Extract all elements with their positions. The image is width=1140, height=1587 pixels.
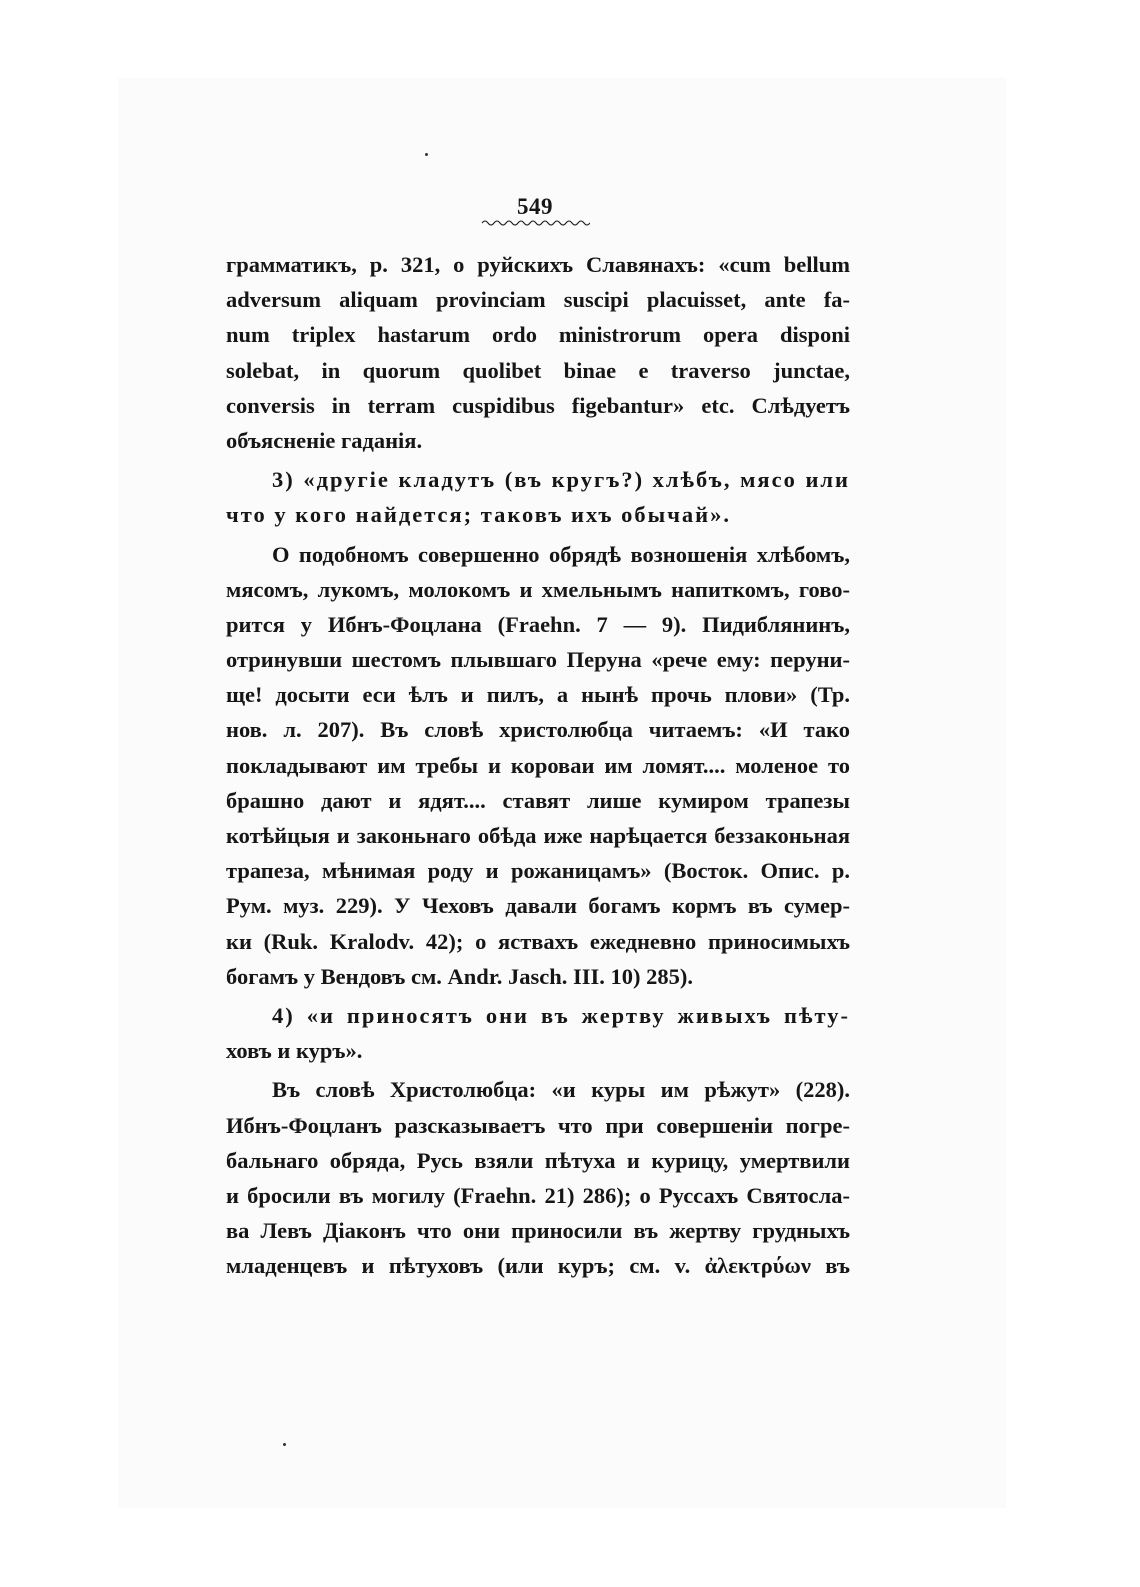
text-line: num triplex hastarum ordo ministrorum opera disponi — [226, 322, 850, 348]
body-text — [226, 247, 850, 1283]
text-line: что у кого найдется; таковъ ихъ обычай». — [226, 502, 732, 528]
text-line: 3) «другіе кладутъ (въ кругъ?) хлѣбъ, мясо или — [272, 467, 850, 493]
text-line: adversum aliquam provinciam suscipi placuisset, ante fa- — [226, 287, 850, 313]
text-line: и бросили въ могилу (Fraehn. 21) 286); о Руссахъ Святосла- — [226, 1182, 850, 1208]
text-line: Ибнъ-Фоцланъ разсказываетъ что при совершеніи погре- — [226, 1112, 850, 1138]
text-line: нов. л. 207). Въ словѣ христолюбца читаемъ: «И тако — [226, 717, 850, 743]
text-line: ва Левъ Діаконъ что они приносили въ жертву грудныхъ — [226, 1218, 850, 1244]
text-line: грамматикъ, p. 321, о руйскихъ Славянахъ: «cum bellum — [226, 252, 850, 277]
text-line: бальнаго обряда, Русь взяли пѣтуха и курицу, умертвили — [226, 1147, 850, 1173]
text-line: 4) «и приносятъ они въ жертву живыхъ пѣту- — [272, 1002, 850, 1028]
text-line: трапеза, мѣнимая роду и рожаницамъ» (Восток. Опис. р. — [226, 858, 850, 884]
text-line: О подобномъ совершенно обрядѣ возношенія хлѣбомъ, — [272, 541, 850, 567]
text-line: отринувши шестомъ плывшаго Перуна «рече ему: перуни- — [226, 647, 850, 673]
text-line: Рум. муз. 229). У Чеховъ давали богамъ кормъ въ сумер- — [226, 893, 850, 919]
speck-top — [425, 153, 428, 156]
text-line: мясомъ, лукомъ, молокомъ и хмельнымъ напиткомъ, гово- — [226, 576, 850, 602]
text-line: conversis in terram cuspidibus figebantur» etc. Слѣдуетъ — [226, 392, 850, 418]
text-line: Въ словѣ Христолюбца: «и куры им рѣжут» (228). — [272, 1077, 850, 1103]
text-line: рится у Ибнъ-Фоцлана (Fraehn. 7 — 9). Пидиблянинъ, — [226, 611, 850, 637]
text-line: объясненіе гаданія. — [226, 427, 423, 453]
page-number: 549 — [517, 194, 553, 219]
text-line: покладывают им требы и короваи им ломят.... моленое то — [226, 752, 850, 778]
decorative-wavy-rule — [480, 218, 590, 228]
text-line: ще! досыти еси ѣлъ и пилъ, а нынѣ прочь плови» (Тр. — [226, 682, 850, 708]
text-line: брашно дают и ядят.... ставят лише кумиром трапезы — [226, 787, 850, 813]
text-line: младенцевъ и пѣтуховъ (или куръ; см. v. ἀλεκτρύων въ — [226, 1253, 850, 1279]
text-line: ки (Ruk. Kralodv. 42); о яствахъ ежедневно приносимыхъ — [226, 928, 850, 954]
text-line: богамъ у Вендовъ см. Andr. Jasch. III. 10) 285). — [226, 963, 693, 989]
speck-bottom — [283, 1443, 286, 1446]
text-line: solebat, in quorum quolibet binae e traverso junctae, — [226, 357, 850, 383]
text-line: ховъ и куръ». — [226, 1038, 363, 1064]
text-line: котѣйцыя и законьнаго обѣда иже нарѣцается беззаконьная — [226, 823, 850, 848]
